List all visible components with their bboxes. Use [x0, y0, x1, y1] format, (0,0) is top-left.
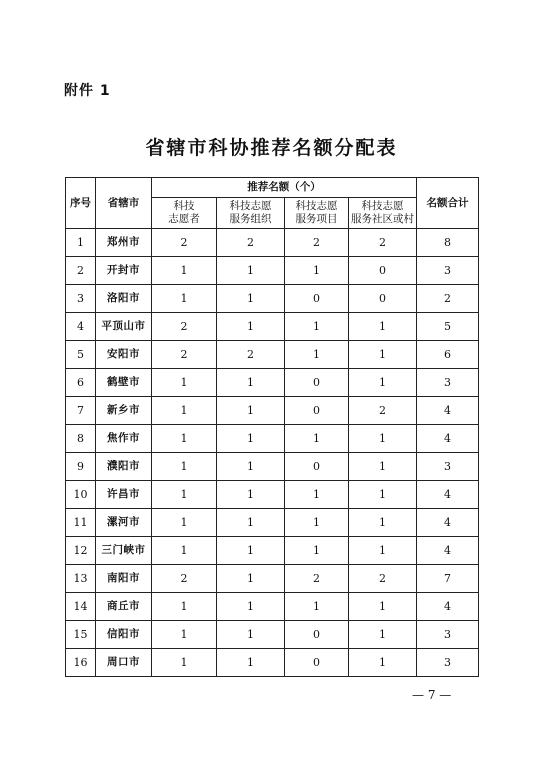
cell-total: 6: [417, 341, 479, 369]
cell-volunteer: 1: [152, 285, 217, 313]
cell-community: 0: [349, 285, 417, 313]
cell-index: 7: [66, 397, 96, 425]
cell-project: 1: [285, 537, 349, 565]
cell-project: 1: [285, 313, 349, 341]
cell-index: 13: [66, 565, 96, 593]
cell-city: 郑州市: [96, 229, 152, 257]
cell-project: 2: [285, 565, 349, 593]
table-row: [66, 453, 479, 481]
header-group: 推荐名额（个）: [152, 178, 417, 198]
cell-city: 新乡市: [96, 397, 152, 425]
cell-city: 安阳市: [96, 341, 152, 369]
cell-project: 1: [285, 481, 349, 509]
cell-organization: 1: [217, 537, 285, 565]
table-row: [66, 649, 479, 677]
cell-volunteer: 1: [152, 369, 217, 397]
header-community-line1: 科技志愿: [361, 200, 404, 212]
cell-community: 1: [349, 537, 417, 565]
cell-organization: 1: [217, 425, 285, 453]
cell-city: 洛阳市: [96, 285, 152, 313]
cell-organization: 1: [217, 649, 285, 677]
cell-organization: 1: [217, 313, 285, 341]
cell-project: 2: [285, 229, 349, 257]
cell-volunteer: 1: [152, 593, 217, 621]
cell-city: 许昌市: [96, 481, 152, 509]
table-row: [66, 341, 479, 369]
header-volunteer-line1: 科技: [173, 200, 195, 212]
cell-city: 鹤壁市: [96, 369, 152, 397]
cell-organization: 1: [217, 453, 285, 481]
allocation-table: [65, 177, 479, 677]
cell-index: 12: [66, 537, 96, 565]
cell-volunteer: 2: [152, 313, 217, 341]
cell-total: 2: [417, 285, 479, 313]
cell-city: 周口市: [96, 649, 152, 677]
cell-total: 4: [417, 537, 479, 565]
cell-community: 1: [349, 649, 417, 677]
cell-community: 1: [349, 313, 417, 341]
page-number: — 7 —: [412, 688, 452, 702]
cell-project: 0: [285, 621, 349, 649]
table-row: [66, 593, 479, 621]
attachment-label: 附件 1: [64, 83, 111, 99]
cell-index: 8: [66, 425, 96, 453]
cell-total: 3: [417, 621, 479, 649]
cell-total: 4: [417, 397, 479, 425]
cell-volunteer: 1: [152, 425, 217, 453]
cell-community: 1: [349, 509, 417, 537]
cell-project: 0: [285, 397, 349, 425]
cell-volunteer: 1: [152, 481, 217, 509]
cell-total: 4: [417, 509, 479, 537]
cell-index: 14: [66, 593, 96, 621]
cell-index: 9: [66, 453, 96, 481]
cell-city: 焦作市: [96, 425, 152, 453]
cell-project: 0: [285, 649, 349, 677]
cell-organization: 1: [217, 257, 285, 285]
table-row: [66, 257, 479, 285]
table-body: [66, 229, 479, 677]
header-community: [349, 198, 417, 229]
header-project-line2: 服务项目: [295, 213, 338, 225]
cell-organization: 1: [217, 593, 285, 621]
cell-project: 0: [285, 453, 349, 481]
cell-city: 濮阳市: [96, 453, 152, 481]
cell-project: 0: [285, 369, 349, 397]
cell-index: 4: [66, 313, 96, 341]
header-city: 省辖市: [96, 178, 152, 229]
table-row: [66, 369, 479, 397]
cell-volunteer: 1: [152, 397, 217, 425]
cell-city: 开封市: [96, 257, 152, 285]
cell-city: 南阳市: [96, 565, 152, 593]
cell-index: 11: [66, 509, 96, 537]
cell-index: 6: [66, 369, 96, 397]
header-volunteer: [152, 198, 217, 229]
cell-organization: 1: [217, 481, 285, 509]
table-row: [66, 565, 479, 593]
header-project: [285, 198, 349, 229]
cell-project: 1: [285, 425, 349, 453]
cell-index: 15: [66, 621, 96, 649]
cell-community: 1: [349, 621, 417, 649]
cell-project: 1: [285, 509, 349, 537]
table-row: [66, 285, 479, 313]
cell-community: 1: [349, 593, 417, 621]
cell-total: 5: [417, 313, 479, 341]
cell-volunteer: 2: [152, 341, 217, 369]
table-row: [66, 229, 479, 257]
cell-volunteer: 1: [152, 509, 217, 537]
cell-city: 平顶山市: [96, 313, 152, 341]
cell-organization: 1: [217, 565, 285, 593]
cell-organization: 2: [217, 341, 285, 369]
cell-city: 商丘市: [96, 593, 152, 621]
cell-organization: 1: [217, 369, 285, 397]
cell-index: 3: [66, 285, 96, 313]
cell-project: 1: [285, 593, 349, 621]
table-row: [66, 313, 479, 341]
cell-community: 2: [349, 397, 417, 425]
cell-community: 1: [349, 369, 417, 397]
table-row: [66, 509, 479, 537]
cell-organization: 1: [217, 285, 285, 313]
cell-total: 4: [417, 425, 479, 453]
header-volunteer-line2: 志愿者: [168, 213, 200, 225]
header-community-line2: 服务社区或村: [351, 213, 414, 225]
cell-total: 3: [417, 257, 479, 285]
cell-organization: 1: [217, 621, 285, 649]
cell-index: 2: [66, 257, 96, 285]
cell-community: 0: [349, 257, 417, 285]
cell-community: 2: [349, 229, 417, 257]
cell-total: 4: [417, 593, 479, 621]
cell-volunteer: 1: [152, 453, 217, 481]
header-project-line1: 科技志愿: [295, 200, 338, 212]
cell-organization: 2: [217, 229, 285, 257]
cell-project: 1: [285, 341, 349, 369]
cell-community: 2: [349, 565, 417, 593]
cell-city: 三门峡市: [96, 537, 152, 565]
cell-index: 5: [66, 341, 96, 369]
cell-total: 7: [417, 565, 479, 593]
table-row: [66, 537, 479, 565]
cell-volunteer: 2: [152, 565, 217, 593]
header-organization-line1: 科技志愿: [229, 200, 272, 212]
cell-organization: 1: [217, 509, 285, 537]
cell-total: 8: [417, 229, 479, 257]
cell-community: 1: [349, 453, 417, 481]
cell-community: 1: [349, 425, 417, 453]
cell-project: 0: [285, 285, 349, 313]
cell-total: 3: [417, 649, 479, 677]
cell-volunteer: 1: [152, 537, 217, 565]
header-organization-line2: 服务组织: [229, 213, 272, 225]
cell-project: 1: [285, 257, 349, 285]
header-organization: [217, 198, 285, 229]
cell-community: 1: [349, 341, 417, 369]
header-index: 序号: [66, 178, 96, 229]
cell-volunteer: 1: [152, 621, 217, 649]
table-row: [66, 425, 479, 453]
cell-total: 3: [417, 453, 479, 481]
cell-total: 3: [417, 369, 479, 397]
cell-volunteer: 1: [152, 257, 217, 285]
cell-index: 10: [66, 481, 96, 509]
table-row: [66, 481, 479, 509]
page-title: 省辖市科协推荐名额分配表: [145, 137, 398, 159]
cell-index: 1: [66, 229, 96, 257]
cell-city: 信阳市: [96, 621, 152, 649]
cell-community: 1: [349, 481, 417, 509]
cell-city: 漯河市: [96, 509, 152, 537]
table-row: [66, 621, 479, 649]
cell-volunteer: 1: [152, 649, 217, 677]
cell-volunteer: 2: [152, 229, 217, 257]
cell-index: 16: [66, 649, 96, 677]
cell-total: 4: [417, 481, 479, 509]
header-total: 名额合计: [417, 178, 479, 229]
table-row: [66, 397, 479, 425]
cell-organization: 1: [217, 397, 285, 425]
